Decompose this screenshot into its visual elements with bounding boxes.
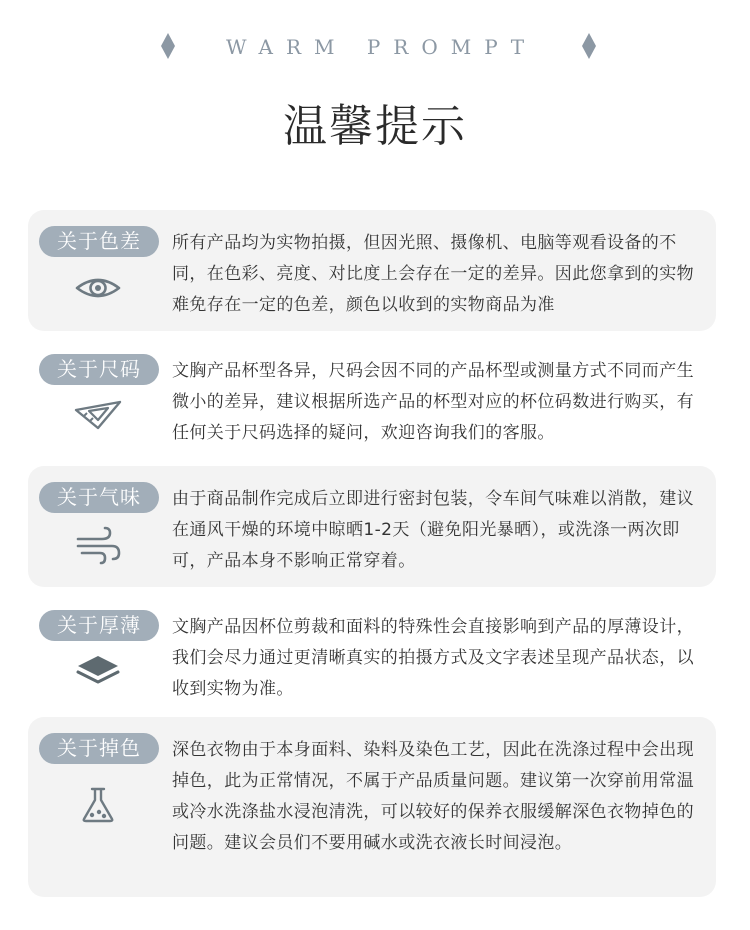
- subtitle: WARM PROMPT: [225, 35, 538, 59]
- eye-icon: [72, 268, 124, 308]
- diamond-ornament-right-icon: [582, 33, 596, 59]
- section-tag: 关于尺码: [39, 354, 159, 385]
- section-color-difference: [28, 210, 716, 331]
- section-color-fading: [28, 717, 716, 897]
- section-thickness: [28, 594, 716, 715]
- section-odor: [28, 466, 716, 587]
- section-tag: 关于色差: [39, 226, 159, 257]
- section-text: 所有产品均为实物拍摄，但因光照、摄像机、电脑等观看设备的不同，在色彩、亮度、对比度上会存在一定的差异。因此您拿到的实物难免存在一定的色差，颜色以收到的实物商品为准: [172, 233, 694, 315]
- section-text: 文胸产品因杯位剪裁和面料的特殊性会直接影响到产品的厚薄设计，我们会尽力通过更清晰真实的拍摄方式及文字表述呈现产品状态，以收到实物为准。: [172, 617, 694, 699]
- section-tag: 关于气味: [39, 482, 159, 513]
- layers-icon: [72, 650, 124, 690]
- section-text: 深色衣物由于本身面料、染料及染色工艺，因此在洗涤过程中会出现掉色，此为正常情况，不属于产品质量问题。建议第一次穿前用常温或冷水洗涤盐水浸泡清洗，可以较好的保养衣服缓解深色衣物掉色的问题。建议会员们不要用碱水或洗衣液长时间浸泡。: [172, 740, 694, 853]
- section-tag: 关于厚薄: [39, 610, 159, 641]
- ruler-triangle-icon: [72, 394, 124, 434]
- section-tag: 关于掉色: [39, 733, 159, 764]
- section-size: [28, 338, 716, 459]
- page-title: 温馨提示: [283, 101, 467, 152]
- flask-icon: [72, 785, 124, 825]
- section-text: 由于商品制作完成后立即进行密封包装，令车间气味难以消散，建议在通风干燥的环境中晾晒1-2天（避免阳光暴晒），或洗涤一两次即可，产品本身不影响正常穿着。: [172, 489, 694, 571]
- wind-icon: [72, 526, 124, 566]
- header: [0, 30, 750, 64]
- section-text: 文胸产品杯型各异，尺码会因不同的产品杯型或测量方式不同而产生微小的差异，建议根据所选产品的杯型对应的杯位码数进行购买，有任何关于尺码选择的疑问，欢迎咨询我们的客服。: [172, 361, 694, 443]
